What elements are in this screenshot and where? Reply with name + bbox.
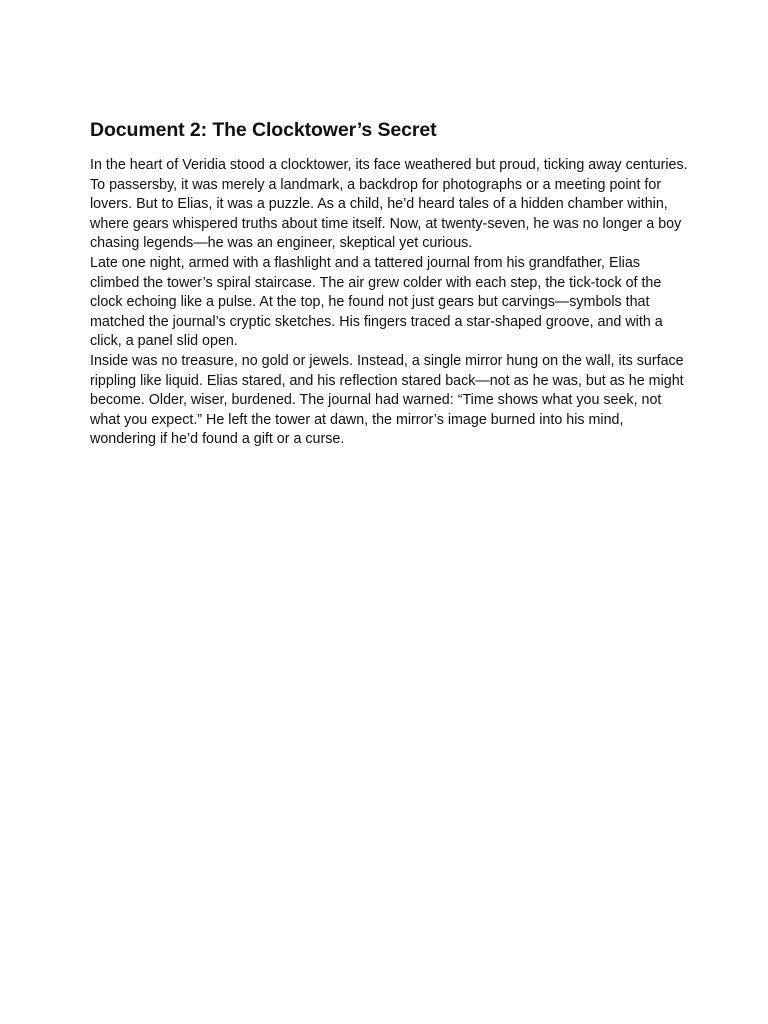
document-title: Document 2: The Clocktower’s Secret (90, 119, 437, 141)
paragraph-3: Inside was no treasure, no gold or jewels. Instead, a single mirror hung on the wall, its surface rippling like liquid. Elias stared, and his reflection stared back—not as he was, but as he might become. Older, wiser, burdened. The journal had warned: “Time shows what you seek, not what you expect.” He left the tower at dawn, the mirror’s image burned into his mind, wondering if he’d found a gift or a curse. (90, 352, 684, 448)
paragraph-1: In the heart of Veridia stood a clocktower, its face weathered but proud, ticking away centuries. To passersby, it was merely a landmark, a backdrop for photographs or a meeting point for lovers. But to Elias, it was a puzzle. As a child, he’d heard tales of a hidden chamber within, where gears whispered truths about time itself. Now, at twenty-seven, he was no longer a boy chasing legends—he was an engineer, skeptical yet curious. (90, 157, 688, 252)
document-body (90, 117, 690, 450)
paragraph-2: Late one night, armed with a flashlight and a tattered journal from his grandfather, Elias climbed the tower’s spiral staircase. The air grew colder with each step, the tick-tock of the clock echoing like a pulse. At the top, he found not just gears but carvings—symbols that matched the journal’s cryptic sketches. His fingers traced a star-shaped groove, and with a click, a panel slid open. (90, 254, 663, 350)
